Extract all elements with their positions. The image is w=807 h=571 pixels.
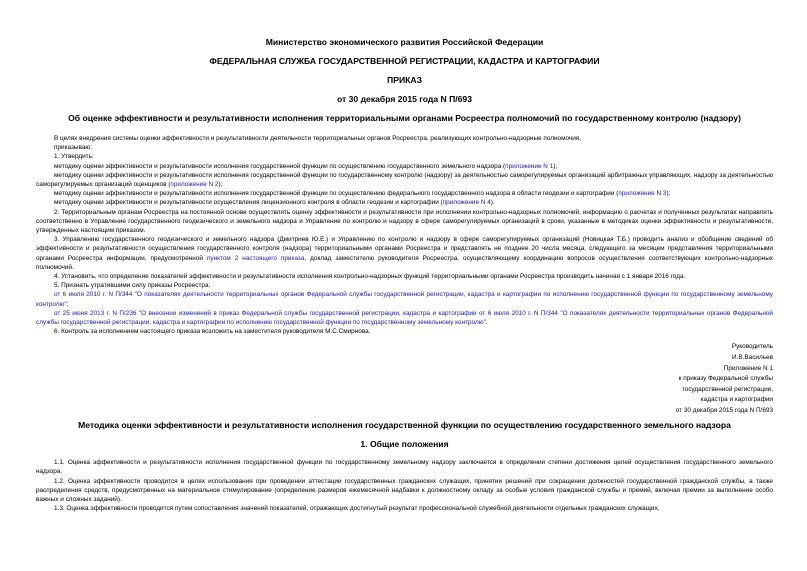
item-2: 2. Территориальным органам Росреестра на постоянной основе осуществлять оценку эффективности и результативности при исполнении контрольно-надзорных полномочий, информацию о расчетах и полученных результатах направлять соответственно в Управление государственного геодезического и земельного надзора и Управление по контролю и надзору в сфере саморегулируемых организаций в сроки, указанные в методиках оценки эффективности и результативности, утвержденных настоящим приказом. [36, 208, 773, 235]
signatory-name: И.В.Васильев [732, 354, 773, 362]
appendix-1-link[interactable]: приложение N 1 [505, 162, 554, 170]
item-5: 5. Признать утратившими силу приказы Росреестра: [54, 282, 211, 290]
section-heading: 1. Общие положения [360, 439, 449, 450]
methodology-1: методику оценки эффективности и результативности исполнения государственной функции по осуществлению государственного земельного надзора (приложение N 1); [54, 162, 558, 170]
clause-1-2: 1.2. Оценка эффективности проводится в целях использования при проведении аттестации государственных гражданских служащих, принятии решений при сокращении должностей государственной гражданской службы, а также распределения средств, предусмотренных на материальное стимулирование (определение размеров ежемесячной надбавки к должностному окладу за особые условия гражданской службы и премий, включая премии за выполнение особо важных и сложных заданий). [36, 477, 773, 503]
point-2-link[interactable]: пунктом 2 настоящего приказа [206, 254, 305, 262]
order-title: Об оценке эффективности и результативности исполнения территориальными органами Росреестра полномочий по государственному контролю (надзору) [68, 113, 741, 123]
intro-paragraph: В целях внедрения системы оценки эффективности и результативности деятельности территориальных органов Росреестра, реализующих контрольно-надзорные полномочия, [54, 135, 582, 142]
order-date: от 30 декабря 2015 года N П/693 [337, 94, 472, 104]
service-heading: ФЕДЕРАЛЬНАЯ СЛУЖБА ГОСУДАРСТВЕННОЙ РЕГИСТРАЦИИ, КАДАСТРА И КАРТОГРАФИИ [209, 56, 600, 66]
order-word: приказываю: [54, 144, 92, 152]
item-4: 4. Установить, что определение показателей эффективности и результативности исполнения контрольно-надзорных функций территориальными органами Росреестра производить начиная с 1 января 2016 года. [54, 273, 686, 281]
repealed-order-2: от 25 июня 2013 г. N П/236 "О внесении изменений в приказ Федеральной службы государственной регистрации, кадастра и картографии от 6 июля 2010 г. N П/344 "О показателях деятельности территориальных органов Федеральной службы государственной регистрации, кадастра и картографии по исполнению государственной функции по государственному земельному контролю". [36, 309, 773, 327]
order-344-link[interactable]: от 6 июля 2010 г. N П/344 "О показателях деятельности территориальных органов Федеральной службы государственной регистрации, кадастра и картографии по исполнению государственной функции по государственному земельному контролю" [36, 291, 773, 308]
methodology-title: Методика оценки эффективности и результативности исполнения государственной функции по осуществлению государственного земельного надзора [78, 420, 731, 431]
clause-1-1: 1.1. Оценка эффективности и результативности исполнения государственной функции по государственному земельному надзору заключается в определении степени достижения целей осуществления государственного земельного надзора. [36, 459, 773, 476]
appendix-line-2: к приказу Федеральной службы [678, 375, 773, 383]
appendix-2-link[interactable]: приложение N 2 [170, 181, 219, 189]
methodology-4: методику оценки эффективности и результативности осуществления лицензионного контроля в области геодезии и картографии (приложение N 4). [54, 199, 495, 207]
item-3: 3. Управлению государственного геодезического и земельного надзора (Дмитриев Ю.Е.) и Управлению по контролю и надзору в сфере саморегулируемых организаций (Новицкая Т.Б.) проводить анализ и обобщение сведений об эффективности и результативности осуществления государственного контроля (надзора) территориальными органами Росреестра и представлять не позднее 20 числа месяца, следующего за месяцем представления территориальными органами Росреестра информации, предусмотренной пунктом 2 настоящего приказа, доклад заместителю руководителя Росреестра, осуществляющему координацию вопросов осуществления соответствующих контрольно-надзорных полномочий. [36, 236, 773, 271]
appendix-line-4: кадастра и картографии [700, 396, 773, 404]
order-236-link[interactable]: от 25 июня 2013 г. N П/236 "О внесении изменений в приказ Федеральной службы государственной регистрации, кадастра и картографии от 6 июля 2010 г. N П/344 "О показателях деятельности территориальных органов Федеральной службы государственной регистрации, кадастра и картографии по исполнению государственной функции по государственному земельному контролю" [36, 309, 773, 327]
appendix-4-link[interactable]: приложение N 4 [442, 199, 491, 207]
methodology-3: методику оценки эффективности и результативности исполнения государственной функции по осуществлению федерального государственного надзора в области геодезии и картографии (приложение N 3); [54, 190, 671, 198]
appendix-3-link[interactable]: приложение N 3 [618, 190, 667, 198]
ministry-heading: Министерство экономического развития Российской Федерации [265, 37, 544, 47]
appendix-line-5: от 30 декабря 2015 года N П/693 [675, 406, 773, 414]
clause-1-3: 1.3. Оценка эффективности проводится путем сопоставления значений показателей, отражающих достигнутый результат профессиональной служебной деятельности отдельных гражданских служащих, [54, 505, 660, 513]
item-6: 6. Контроль за исполнением настоящего приказа возложить на заместителя руководителя М.С.Смирнова. [54, 328, 371, 336]
repealed-order-1: от 6 июля 2010 г. N П/344 "О показателях деятельности территориальных органов Федеральной службы государственной регистрации, кадастра и картографии по исполнению государственной функции по государственному земельному контролю"; [36, 291, 773, 308]
appendix-label: Приложение N 1 [723, 365, 773, 373]
item-1: 1. Утвердить: [54, 153, 94, 161]
appendix-line-3: государственной регистрации, [682, 385, 773, 393]
order-heading: ПРИКАЗ [387, 75, 422, 85]
methodology-2: методику оценки эффективности и результативности исполнения государственной функции по государственному контролю (надзору) за деятельностью саморегулируемых организаций арбитражных управляющих, надзору за деятельностью саморегулируемых организаций оценщиков (приложение N 2); [36, 171, 773, 189]
signatory-role: Руководитель [731, 343, 773, 351]
